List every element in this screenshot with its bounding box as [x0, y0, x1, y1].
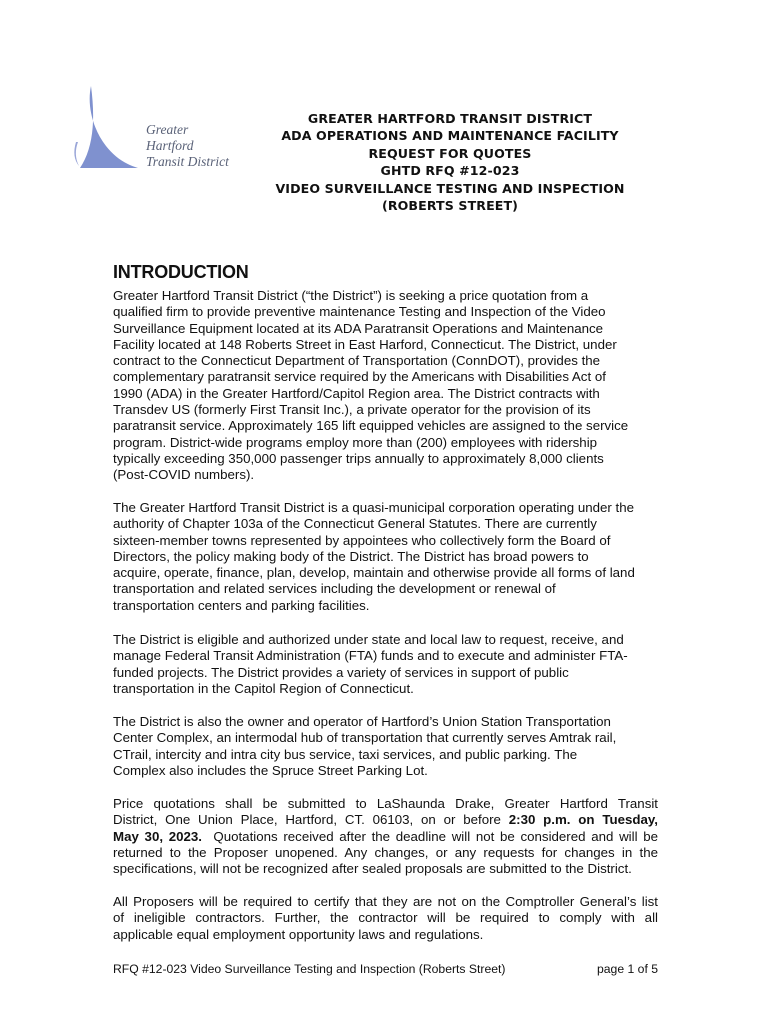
title-line: (ROBERTS STREET) [381, 198, 519, 214]
text-line: Center Complex, an intermodal hub of transportation that currently serves Amtrak rail, [113, 730, 617, 746]
text-span: Quotations received after the deadline will not be considered and will be [202, 828, 659, 844]
paragraph-overview [113, 288, 658, 484]
title-line: GREATER HARTFORD TRANSIT DISTRICT [307, 111, 593, 126]
logo-line: Greater [146, 122, 189, 137]
text-line: transportation and related services including the development or renewal of [113, 581, 556, 597]
text-line: manage Federal Transit Administration (FTA) funds and to execute and administer FTA- [113, 648, 628, 664]
text-line: applicable equal employment opportunity laws and regulations. [113, 926, 484, 942]
text-line: paratransit service. Approximately 165 lift equipped vehicles are assigned to the service [113, 418, 629, 434]
logo-line: Transit District [146, 154, 229, 169]
paragraph-certification [113, 894, 658, 943]
text-line: CTrail, intercity and intra city bus service, taxi services, and public parking. The [113, 746, 578, 762]
district-logo [70, 84, 240, 176]
paragraph-fta-eligibility [113, 632, 658, 697]
text-line: authority of Chapter 103a of the Connecticut General Statutes. There are currently [113, 516, 597, 532]
text-line: complementary paratransit service required by the Americans with Disabilities Act of [113, 369, 606, 385]
text-line: The District is eligible and authorized under state and local law to request, receive, and [113, 632, 624, 647]
text-line: The Greater Hartford Transit District is a quasi-municipal corporation operating under the [113, 500, 635, 515]
text-line: transportation in the Capitol Region of Connecticut. [113, 680, 414, 696]
text-line: of ineligible contractors. Further, the contractor will be required to comply with all [113, 910, 658, 926]
text-line: specifications, will not be recognized after sealed proposals are submitted to the District. [113, 861, 632, 877]
paragraph-submission-deadline [113, 796, 658, 877]
logo-wordmark [146, 122, 229, 170]
paragraph-union-station [113, 714, 658, 779]
text-line: transportation centers and parking facilities. [113, 597, 370, 613]
text-line: sixteen-member towns represented by appointees who collectively form the Board of [113, 532, 611, 548]
text-line: returned to the Proposer unopened. Any changes, or any requests for changes in the [113, 844, 658, 860]
footer-document-reference: RFQ #12-023 Video Surveillance Testing and Inspection (Roberts Street) [113, 962, 506, 976]
page-number: page 1 of 5 [597, 962, 658, 976]
text-line: program. District-wide programs employ more than (200) employees with ridership [113, 434, 598, 450]
paragraph-authority [113, 500, 658, 614]
logo-line: Hartford [146, 138, 194, 153]
text-span: District, One Union Place, Hartford, CT. 06103, on or before [113, 812, 509, 828]
text-line: Facility located at 148 Roberts Street in East Harford, Connecticut. The District, under [113, 336, 617, 352]
text-line: acquire, operate, finance, plan, develop, maintain and otherwise provide all forms of land [113, 565, 635, 581]
text-line [113, 829, 658, 845]
text-line: Directors, the policy making body of the District. The District has broad powers to [113, 548, 589, 564]
document-title [240, 110, 660, 214]
text-line: contract to the Connecticut Department of Transportation (ConnDOT), provides the [113, 353, 601, 369]
text-line [113, 812, 658, 828]
text-line: funded projects. The District provides a variety of services in support of public [113, 664, 569, 680]
text-line: All Proposers will be required to certify that they are not on the Comptroller General’s list [113, 894, 658, 909]
text-line: typically exceeding 350,000 passenger trips annually to approximately 8,000 clients [113, 450, 604, 466]
text-line: Complex also includes the Spruce Street Parking Lot. [113, 762, 428, 778]
deadline-time: 2:30 p.m. on Tuesday, [508, 812, 658, 828]
title-line: VIDEO SURVEILLANCE TESTING AND INSPECTION [275, 180, 625, 196]
text-line: qualified firm to provide preventive maintenance Testing and Inspection of the Video [113, 304, 606, 320]
section-heading: INTRODUCTION [113, 262, 249, 282]
text-line: 1990 (ADA) in the Greater Hartford/Capitol Region area. The District contracts with [113, 385, 600, 401]
title-line: REQUEST FOR QUOTES [368, 145, 532, 161]
text-line: The District is also the owner and operator of Hartford’s Union Station Transportation [113, 714, 611, 729]
text-line: Transdev US (formerly First Transit Inc.), a private operator for the provision of its [113, 402, 591, 418]
sail-shape-logo-icon [70, 84, 150, 176]
text-line: Greater Hartford Transit District (“the District”) is seeking a price quotation from a [113, 288, 589, 303]
text-line: Surveillance Equipment located at its ADA Paratransit Operations and Maintenance [113, 320, 604, 336]
text-line: (Post-COVID numbers). [113, 467, 255, 483]
title-line: GHTD RFQ #12-023 [380, 163, 520, 179]
title-line: ADA OPERATIONS AND MAINTENANCE FACILITY [281, 128, 619, 144]
deadline-date: May 30, 2023. [113, 828, 202, 844]
text-line: Price quotations shall be submitted to LaShaunda Drake, Greater Hartford Transit [113, 796, 658, 811]
